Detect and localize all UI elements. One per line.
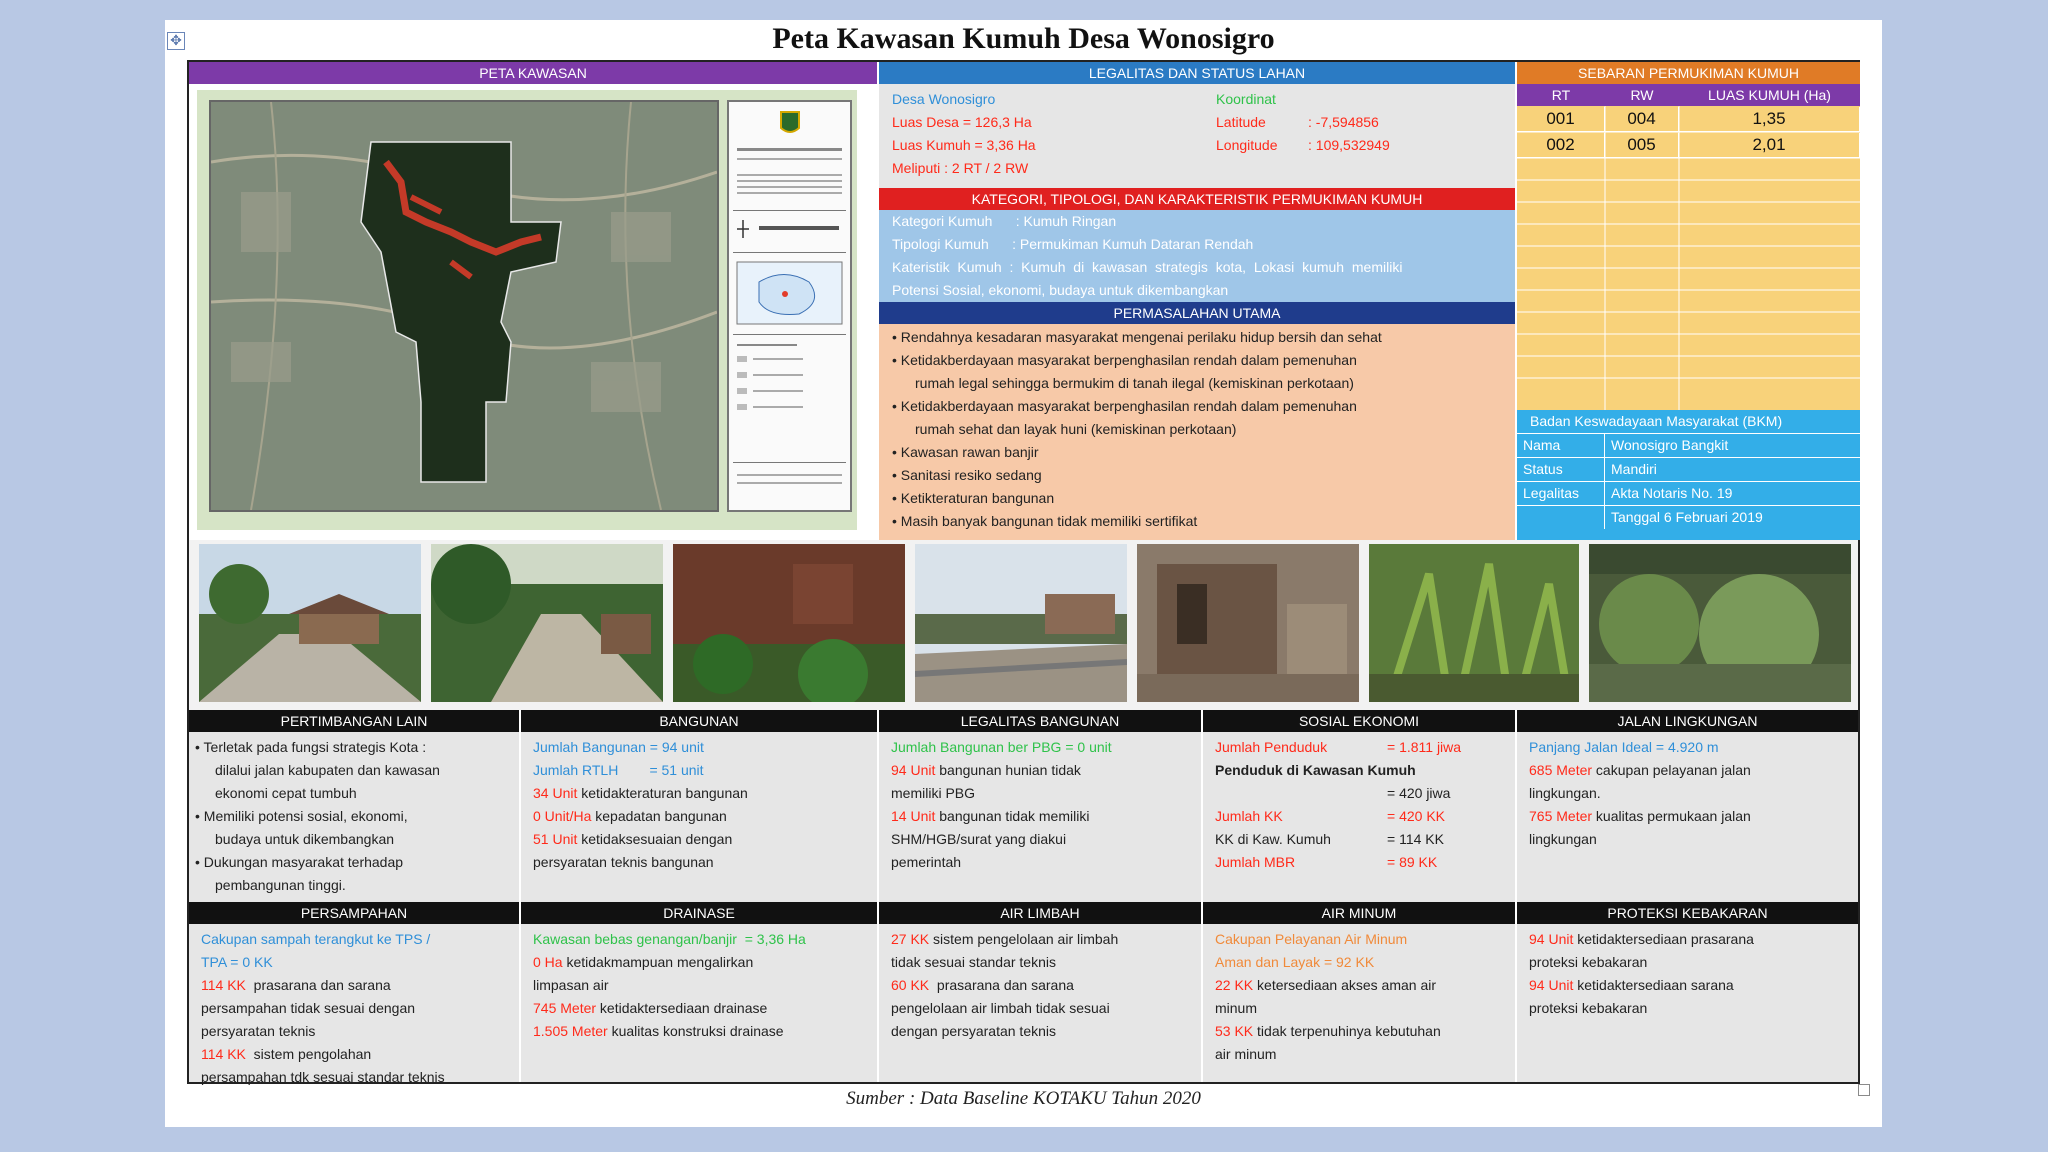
persampahan-text: persampahan tidak sesuai dengan — [201, 1000, 416, 1016]
column-divider — [1201, 710, 1203, 1082]
bkm-label: Nama — [1517, 434, 1605, 457]
jalan-text: lingkungan. — [1529, 785, 1601, 801]
desa-name: Desa Wonosigro — [892, 91, 996, 107]
pertimbangan-item: ekonomi cepat tumbuh — [215, 785, 357, 801]
issue-3-cont: rumah sehat dan layak huni (kemiskinan perkotaan) — [915, 421, 1237, 437]
latitude-label: Latitude — [1216, 114, 1266, 130]
pertimbangan-item: pembangunan tinggi. — [215, 877, 346, 893]
pertimbangan-item: Memiliki potensi sosial, ekonomi, — [203, 808, 408, 824]
pertimbangan-item: budaya untuk dikembangkan — [215, 831, 395, 847]
potensi-line: Potensi Sosial, ekonomi, budaya untuk dikembangkan — [892, 282, 1229, 298]
sebaran-table — [1517, 106, 1860, 410]
drainase-text: limpasan air — [533, 977, 609, 993]
proteksi-text: proteksi kebakaran — [1529, 1000, 1648, 1016]
bangunan-text: persyaratan teknis bangunan — [533, 854, 714, 870]
bangunan-value: 0 Unit/Ha — [533, 808, 592, 824]
page-title: Peta Kawasan Kumuh Desa Wonosigro — [772, 22, 1275, 55]
persampahan-value: 114 KK — [201, 977, 246, 993]
proteksi-value: 94 Unit — [1529, 931, 1574, 947]
jalan-value: 685 Meter — [1529, 762, 1593, 778]
issue-3: Ketidakberdayaan masyarakat berpenghasilan rendah dalam pemenuhan — [900, 398, 1357, 414]
air-limbah-value: 27 KK — [891, 931, 930, 947]
latitude-value: : -7,594856 — [1308, 114, 1379, 130]
permasalahan-header: PERMASALAHAN UTAMA — [879, 302, 1515, 324]
legalitas-bangunan-text: bangunan tidak memiliki — [935, 808, 1090, 824]
issue-2: Ketidakberdayaan masyarakat berpenghasilan rendah dalam pemenuhan — [900, 352, 1357, 368]
photo-overgrown-yard — [1589, 544, 1851, 702]
jalan-line: Panjang Jalan Ideal = 4.920 m — [1529, 739, 1719, 755]
drainase-text: ketidakmampuan mengalirkan — [562, 954, 754, 970]
longitude-value: : 109,532949 — [1308, 137, 1390, 153]
air-limbah-text: pengelolaan air limbah tidak sesuai — [891, 1000, 1110, 1016]
kategori-header: KATEGORI, TIPOLOGI, DAN KARAKTERISTIK PERMUKIMAN KUMUH — [879, 188, 1515, 210]
air-minum-text: air minum — [1215, 1046, 1277, 1062]
legalitas-bangunan-text: memiliki PBG — [891, 785, 976, 801]
pertimbangan-item: Terletak pada fungsi strategis Kota : — [203, 739, 427, 755]
proteksi-value: 94 Unit — [1529, 977, 1574, 993]
air-limbah-value: 60 KK — [891, 977, 930, 993]
sosial-label: Jumlah Penduduk — [1215, 739, 1328, 755]
sosial-label: Penduduk di Kawasan Kumuh — [1215, 762, 1416, 778]
issue-1: Rendahnya kesadaran masyarakat mengenai perilaku hidup bersih dan sehat — [900, 329, 1382, 345]
legalitas-bangunan-text: bangunan hunian tidak — [935, 762, 1081, 778]
table-cell: 005 — [1605, 133, 1679, 158]
table-cell: 2,01 — [1679, 133, 1860, 158]
longitude-label: Longitude — [1216, 137, 1278, 153]
jalan-text: lingkungan — [1529, 831, 1597, 847]
air-limbah-header: AIR LIMBAH — [879, 902, 1201, 924]
legalitas-bangunan-text: pemerintah — [891, 854, 962, 870]
issue-5: Sanitasi resiko sedang — [900, 467, 1042, 483]
table-cell: 001 — [1517, 107, 1605, 132]
table-cell: 002 — [1517, 133, 1605, 158]
kategori-panel — [879, 210, 1515, 302]
persampahan-text: persyaratan teknis — [201, 1023, 316, 1039]
col-rw: RW — [1630, 87, 1654, 103]
drainase-text: ketidaktersediaan drainase — [596, 1000, 768, 1016]
jalan-text: cakupan pelayanan jalan — [1592, 762, 1751, 778]
persampahan-text: sistem pengolahan — [245, 1046, 372, 1062]
proteksi-text: proteksi kebakaran — [1529, 954, 1648, 970]
drainase-text: kualitas konstruksi drainase — [607, 1023, 784, 1039]
document-page — [165, 20, 1882, 1127]
air-limbah-text: tidak sesuai standar teknis — [891, 954, 1056, 970]
air-minum-line: Aman dan Layak = 92 KK — [1215, 954, 1375, 970]
legalitas-bangunan-text: SHM/HGB/surat yang diakui — [891, 831, 1067, 847]
bkm-header: Badan Keswadayaan Masyarakat (BKM) — [1530, 413, 1783, 429]
column-divider — [1515, 62, 1517, 540]
photo-garden-plants — [673, 544, 905, 702]
proteksi-text: ketidaktersediaan sarana — [1573, 977, 1734, 993]
karakteristik-line: Kateristik Kumuh : Kumuh di kawasan strategis kota, Lokasi kumuh memiliki — [892, 259, 1403, 275]
bangunan-text: ketidaksesuaian dengan — [577, 831, 733, 847]
bangunan-header: BANGUNAN — [521, 710, 877, 732]
air-minum-body — [1203, 924, 1515, 1082]
air-minum-header: AIR MINUM — [1203, 902, 1515, 924]
jalan-header: JALAN LINGKUNGAN — [1517, 710, 1858, 732]
air-minum-value: 22 KK — [1215, 977, 1254, 993]
infographic-frame — [187, 60, 1860, 1084]
bkm-label: Legalitas — [1517, 482, 1605, 505]
satellite-map-image — [209, 100, 719, 512]
legalitas-bangunan-header: LEGALITAS BANGUNAN — [879, 710, 1201, 732]
legalitas-bangunan-value: 14 Unit — [891, 808, 936, 824]
issue-7: Masih banyak bangunan tidak memiliki sertifikat — [900, 513, 1198, 529]
proteksi-body — [1517, 924, 1858, 1082]
sosial-label: Jumlah MBR — [1215, 854, 1296, 870]
map-legend-panel — [727, 100, 852, 512]
meliputi: Meliputi : 2 RT / 2 RW — [892, 160, 1029, 176]
sebaran-column-header — [1517, 84, 1860, 106]
sosial-value: = 420 jiwa — [1387, 785, 1451, 801]
column-divider — [877, 62, 879, 540]
air-minum-text: tidak terpenuhinya kebutuhan — [1253, 1023, 1441, 1039]
table-cell: 1,35 — [1679, 107, 1860, 132]
persampahan-text: persampahan tdk sesuai standar teknis — [201, 1069, 445, 1085]
air-minum-text: minum — [1215, 1000, 1258, 1016]
permasalahan-panel: • Rendahnya kesadaran masyarakat mengenai perilaku hidup bersih dan sehat • Ketidakberdayaan masyarakat berpenghasilan rendah dalam pemenuhan rumah legal sehingga bermukim di tanah ilegal (kemiskinan perkotaan) • Ketidakberdayaan masyarakat berpenghasilan rendah dalam pemenuhan rumah sehat dan layak huni (kemiskinan perkotaan) • Kawasan rawan banjir • Sanitasi resiko sedang • Ketikteraturan bangunan • Masih banyak bangunan tidak memiliki sertifikat — [879, 324, 1515, 540]
bkm-label: Status — [1517, 458, 1605, 481]
bkm-label — [1517, 506, 1605, 529]
pertimbangan-item: Dukungan masyarakat terhadap — [203, 854, 404, 870]
sosial-value: = 1.811 jiwa — [1387, 739, 1462, 755]
bangunan-body — [521, 732, 877, 902]
legalitas-panel — [879, 84, 1515, 188]
kategori-line: Kategori Kumuh : Kumuh Ringan — [892, 213, 1117, 229]
bkm-panel — [1517, 410, 1860, 540]
source-caption: Sumber : Data Baseline KOTAKU Tahun 2020 — [846, 1088, 1201, 1109]
bangunan-text: ketidakteraturan bangunan — [577, 785, 748, 801]
pertimbangan-header: PERTIMBANGAN LAIN — [189, 710, 519, 732]
sosial-body — [1203, 732, 1515, 902]
sosial-value: = 420 KK — [1387, 808, 1445, 824]
luas-desa: Luas Desa = 126,3 Ha — [892, 114, 1032, 130]
sebaran-header: SEBARAN PERMUKIMAN KUMUH — [1517, 62, 1860, 84]
issue-6: Ketikteraturan bangunan — [900, 490, 1055, 506]
jalan-body — [1517, 732, 1858, 902]
sosial-value: = 114 KK — [1387, 831, 1444, 847]
issue-4: Kawasan rawan banjir — [900, 444, 1039, 460]
legalitas-header: LEGALITAS DAN STATUS LAHAN — [879, 62, 1515, 84]
column-divider — [519, 710, 521, 1082]
bkm-value: Mandiri — [1611, 461, 1657, 477]
bkm-value: Akta Notaris No. 19 — [1611, 485, 1733, 501]
legalitas-bangunan-value: 94 Unit — [891, 762, 936, 778]
issue-2-cont: rumah legal sehingga bermukim di tanah ilegal (kemiskinan perkotaan) — [915, 375, 1354, 391]
column-divider — [1515, 710, 1517, 1082]
photo-drainage-channel — [915, 544, 1127, 702]
drainase-value: 745 Meter — [533, 1000, 597, 1016]
persampahan-text: prasarana dan sarana — [245, 977, 391, 993]
jalan-value: 765 Meter — [1529, 808, 1593, 824]
drainase-body — [521, 924, 877, 1082]
peta-kawasan-header: PETA KAWASAN — [189, 62, 877, 84]
air-minum-line: Cakupan Pelayanan Air Minum — [1215, 931, 1408, 947]
persampahan-header: PERSAMPAHAN — [189, 902, 519, 924]
proteksi-header: PROTEKSI KEBAKARAN — [1517, 902, 1858, 924]
air-limbah-text: sistem pengelolaan air limbah — [929, 931, 1119, 947]
pertimbangan-item: dilalui jalan kabupaten dan kawasan — [215, 762, 440, 778]
koordinat-label: Koordinat — [1216, 91, 1276, 107]
persampahan-body — [189, 924, 519, 1085]
sosial-header: SOSIAL EKONOMI — [1203, 710, 1515, 732]
proteksi-text: ketidaktersediaan prasarana — [1573, 931, 1754, 947]
photo-village-path — [431, 544, 663, 702]
bkm-value: Tanggal 6 Februari 2019 — [1611, 509, 1763, 525]
table-cell: 004 — [1605, 107, 1679, 132]
persampahan-line: TPA = 0 KK — [201, 954, 273, 970]
drainase-line: Kawasan bebas genangan/banjir = 3,36 Ha — [533, 931, 806, 947]
map-panel — [197, 90, 857, 530]
bangunan-line: Jumlah RTLH = 51 unit — [533, 762, 704, 778]
air-limbah-text: dengan persyaratan teknis — [891, 1023, 1056, 1039]
legalitas-bangunan-line: Jumlah Bangunan ber PBG = 0 unit — [891, 739, 1112, 755]
drainase-value: 1.505 Meter — [533, 1023, 608, 1039]
bangunan-value: 51 Unit — [533, 831, 578, 847]
air-minum-value: 53 KK — [1215, 1023, 1254, 1039]
luas-kumuh: Luas Kumuh = 3,36 Ha — [892, 137, 1036, 153]
column-divider — [877, 710, 879, 1082]
drainase-header: DRAINASE — [521, 902, 877, 924]
air-limbah-text: prasarana dan sarana — [929, 977, 1074, 993]
photo-vegetation — [1369, 544, 1579, 702]
persampahan-value: 114 KK — [201, 1046, 246, 1062]
air-minum-text: ketersediaan akses aman air — [1253, 977, 1437, 993]
bangunan-text: kepadatan bangunan — [591, 808, 727, 824]
col-luas: LUAS KUMUH (Ha) — [1708, 87, 1831, 103]
pertimbangan-body: • Terletak pada fungsi strategis Kota : dilalui jalan kabupaten dan kawasan ekonomi cepat tumbuh • Memiliki potensi sosial, ekonomi, budaya untuk dikembangkan • Dukungan masyarakat terhadap pembangunan tinggi. — [189, 732, 519, 902]
sosial-label: Jumlah KK — [1215, 808, 1283, 824]
legalitas-bangunan-body — [879, 732, 1201, 902]
bangunan-value: 34 Unit — [533, 785, 578, 801]
table-move-handle-icon[interactable]: ✥ — [167, 32, 185, 50]
photo-houses-road — [199, 544, 421, 702]
photo-wooden-house — [1137, 544, 1359, 702]
sosial-value: = 89 KK — [1387, 854, 1438, 870]
col-rt: RT — [1551, 87, 1571, 103]
persampahan-line: Cakupan sampah terangkut ke TPS / — [201, 931, 431, 947]
table-resize-handle[interactable] — [1858, 1084, 1870, 1096]
air-limbah-body — [879, 924, 1201, 1082]
jalan-text: kualitas permukaan jalan — [1592, 808, 1751, 824]
bangunan-line: Jumlah Bangunan = 94 unit — [533, 739, 704, 755]
tipologi-line: Tipologi Kumuh : Permukiman Kumuh Dataran Rendah — [892, 236, 1254, 252]
drainase-value: 0 Ha — [533, 954, 563, 970]
sosial-label: KK di Kaw. Kumuh — [1215, 831, 1331, 847]
bkm-value: Wonosigro Bangkit — [1611, 437, 1729, 453]
